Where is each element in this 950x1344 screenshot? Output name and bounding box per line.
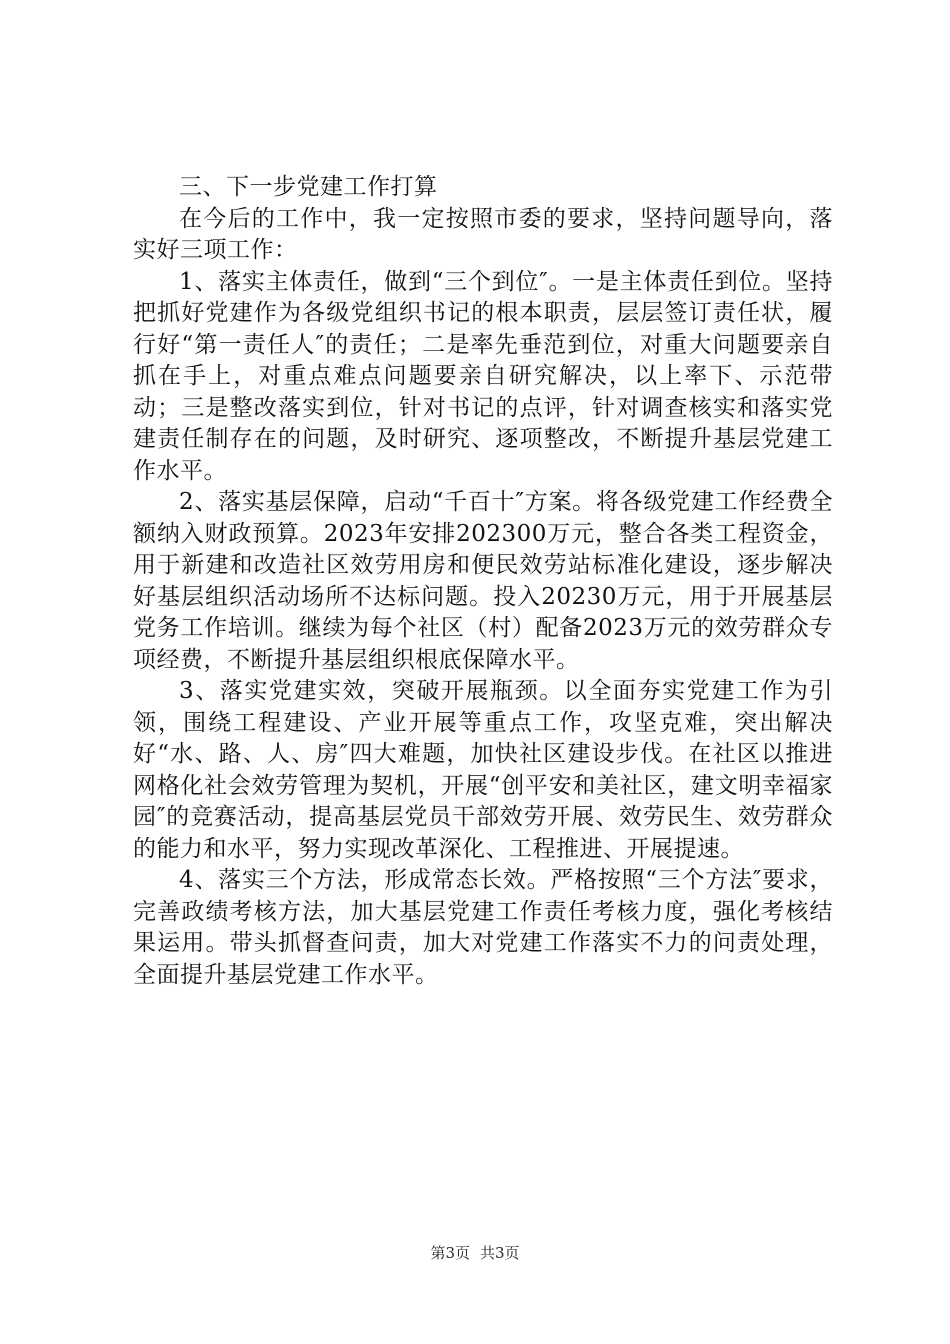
paragraph-item-1: 1、落实主体责任，做到“三个到位″。一是主体责任到位。坚持把抓好党建作为各级党组织书记的根本职责，层层签订责任状，履行好“第一责任人″的责任；二是率先垂范到位，对重大问题要亲自抓在手上，对重点难点问题要亲自研究解决，以上率下、示范带动；三是整改落实到位，针对书记的点评，针对调查核实和落实党建责任制存在的问题，及时研究、逐项整改，不断提升基层党建工作水平。 [133,268,833,484]
document-body [133,172,833,991]
paragraph-intro: 在今后的工作中，我一定按照市委的要求，坚持问题导向，落实好三项工作： [133,205,833,263]
paragraph-item-3: 3、落实党建实效，突破开展瓶颈。以全面夯实党建工作为引领，围绕工程建设、产业开展等重点工作，攻坚克难，突出解决好“水、路、人、房″四大难题，加快社区建设步伐。在社区以推进网格化社会效劳管理为契机，开展“创平安和美社区，建文明幸福家园″的竞赛活动，提高基层党员干部效劳开展、效劳民生、效劳群众的能力和水平，努力实现改革深化、工程推进、开展提速。 [133,678,833,862]
page-footer [0,1243,950,1263]
paragraph-item-4: 4、落实三个方法，形成常态长效。严格按照“三个方法″要求，完善政绩考核方法，加大基层党建工作责任考核力度，强化考核结果运用。带头抓督查问责，加大对党建工作落实不力的问责处理，全面提升基层党建工作水平。 [133,867,833,988]
page-total: 共3页 [480,1244,520,1262]
page-number: 第3页 [430,1244,470,1262]
section-heading: 三、下一步党建工作打算 [179,174,438,200]
paragraph-item-2: 2、落实基层保障，启动“千百十″方案。将各级党建工作经费全额纳入财政预算。2023年安排202300万元，整合各类工程资金，用于新建和改造社区效劳用房和便民效劳站标准化建设，逐步解决好基层组织活动场所不达标问题。投入20230万元，用于开展基层党务工作培训。继续为每个社区（村）配备2023万元的效劳群众专项经费，不断提升基层组织根底保障水平。 [133,489,833,673]
